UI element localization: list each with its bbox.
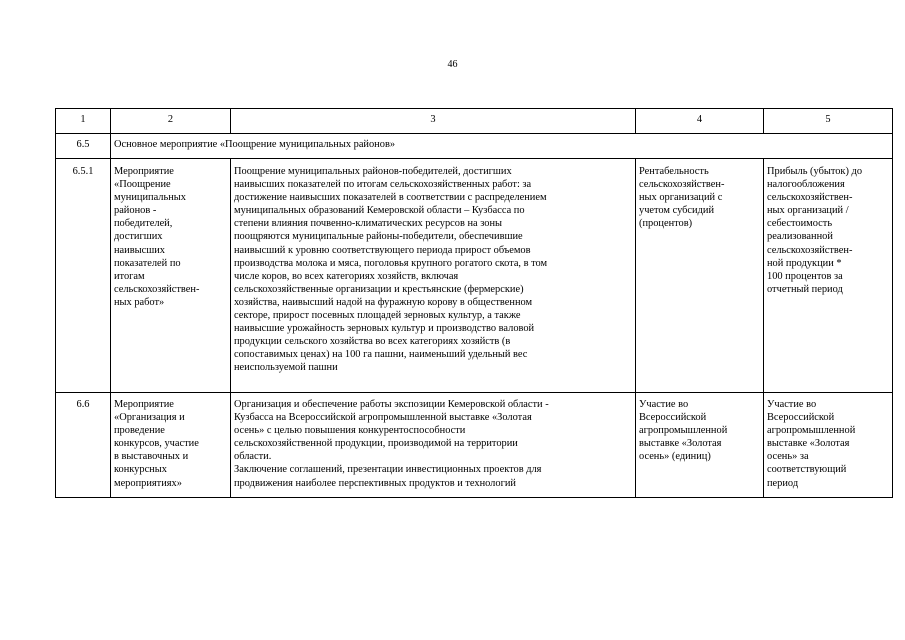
method-line: отчетный период [767, 283, 843, 295]
description-cell [231, 393, 636, 498]
row-code: 6.5.1 [56, 159, 111, 393]
indicator-line: ных организаций с [639, 192, 723, 204]
measure-name-line: мероприятиях» [114, 477, 182, 489]
measure-name-cell [111, 159, 231, 393]
measure-name-line: Мероприятие [114, 166, 174, 177]
method-line: ных организаций / [767, 205, 849, 217]
indicator-line: (процентов) [639, 218, 693, 230]
description-line: сельскохозяйственные организации и крестьянские (фермерские) [234, 283, 524, 295]
method-line: сельскохозяйствен- [767, 244, 853, 256]
description-line: продвижения наиболее перспективных продуктов и технологий [234, 477, 516, 489]
description-line: Заключение соглашений, презентации инвестиционных проектов для [234, 464, 542, 476]
measure-name-cell [111, 393, 231, 498]
description-line: наивысших показателей по итогам сельскохозяйственных работ: за [234, 179, 532, 191]
method-line: агропромышленной [767, 425, 856, 437]
measure-name-line: «Организация и [114, 412, 185, 424]
description-line: осень» с целью повышения конкурентоспособности [234, 425, 466, 437]
indicator-line: Рентабельность [639, 166, 709, 177]
description-cell [231, 159, 636, 393]
table-row [56, 159, 893, 393]
indicator-line: учетом субсидий [639, 205, 715, 217]
description-line: Поощрение муниципальных районов-победителей, достигших [234, 166, 512, 177]
method-line: период [767, 477, 799, 489]
indicator-line: агропромышленной [639, 425, 728, 437]
measure-name-line: ных работ» [114, 296, 165, 308]
method-line: сельскохозяйствен- [767, 192, 853, 204]
description-line: числе коров, во всех категориях хозяйств, включая [234, 270, 459, 282]
section-title: Основное мероприятие «Поощрение муниципальных районов» [111, 134, 893, 159]
description-line: наивысшие урожайность зерновых культур и производство валовой [234, 323, 535, 335]
measure-name-line: проведение [114, 425, 165, 437]
measure-name-line: Мероприятие [114, 399, 174, 410]
description-line: сопоставимых ценах) на 100 га пашни, наименьший удельный вес [234, 349, 528, 361]
measure-name-line: наивысших [114, 244, 165, 256]
description-line: неиспользуемой пашни [234, 362, 338, 374]
page-number: 46 [447, 59, 458, 70]
method-line: выставке «Золотая [767, 438, 850, 450]
header-col-2: 2 [111, 109, 231, 134]
description-line: секторе, прирост посевных площадей зерновых культур, а также [234, 310, 521, 322]
method-line: себестоимость [767, 218, 833, 230]
description-line: степени влияния почвенно-климатических ресурсов на зоны [234, 218, 503, 230]
description-line: продукции сельского хозяйства во всех категориях хозяйств (в [234, 336, 511, 348]
description-line: достижение наивысших показателей в соответствии с распределением [234, 192, 547, 204]
method-line: соответствующий [767, 464, 847, 476]
method-cell [764, 393, 893, 498]
method-line: налогообложения [767, 179, 845, 191]
measure-name-line: победителей, [114, 218, 173, 230]
indicator-line: выставке «Золотая [639, 438, 722, 450]
measure-name-line: итогам [114, 270, 145, 282]
description-line: хозяйства, наивысший надой на фуражную корову в общественном [234, 296, 533, 308]
method-line: реализованной [767, 231, 833, 243]
method-line: Всероссийской [767, 412, 835, 424]
indicator-cell [636, 159, 764, 393]
method-cell [764, 159, 893, 393]
header-col-5: 5 [764, 109, 893, 134]
header-col-3: 3 [231, 109, 636, 134]
measure-name-line: достигших [114, 231, 163, 243]
description-line: Организация и обеспечение работы экспозиции Кемеровской области - [234, 399, 549, 410]
row-code: 6.6 [56, 393, 111, 498]
method-line: ной продукции * [767, 257, 842, 269]
measure-name-line: районов - [114, 205, 157, 217]
method-line: 100 процентов за [767, 270, 843, 282]
description-line: наивысший к уровню соответствующего периода прирост объемов [234, 244, 531, 256]
method-line: Прибыль (убыток) до [767, 166, 863, 177]
method-line: осень» за [767, 451, 809, 463]
header-col-1: 1 [56, 109, 111, 134]
indicator-line: Участие во [639, 399, 689, 410]
measure-name-line: «Поощрение [114, 179, 171, 191]
table-header-row [56, 109, 893, 134]
measure-name-line: сельскохозяйствен- [114, 283, 200, 295]
indicator-cell [636, 393, 764, 498]
method-line: Участие во [767, 399, 817, 410]
indicator-line: сельскохозяйствен- [639, 179, 725, 191]
section-row [56, 134, 893, 159]
description-line: производства молока и мяса, поголовья крупного рогатого скота, в том [234, 257, 548, 269]
table-row [56, 393, 893, 498]
measure-name-line: муниципальных [114, 192, 186, 204]
description-line: муниципальных образований Кемеровской области – Кузбасса по [234, 205, 525, 217]
measure-name-line: конкурсов, участие [114, 438, 199, 450]
program-table [55, 108, 893, 498]
description-line: области. [234, 451, 272, 463]
description-line: сельскохозяйственной продукции, производимой на территории [234, 438, 518, 450]
indicator-line: осень» (единиц) [639, 451, 711, 463]
description-line: Кузбасса на Всероссийской агропромышленной выставке «Золотая [234, 412, 532, 424]
measure-name-line: в выставочных и [114, 451, 189, 463]
measure-name-line: конкурсных [114, 464, 167, 476]
indicator-line: Всероссийской [639, 412, 707, 424]
description-line: поощряются муниципальные районы-победители, обеспечившие [234, 231, 523, 243]
measure-name-line: показателей по [114, 257, 181, 269]
section-code: 6.5 [56, 134, 111, 159]
header-col-4: 4 [636, 109, 764, 134]
